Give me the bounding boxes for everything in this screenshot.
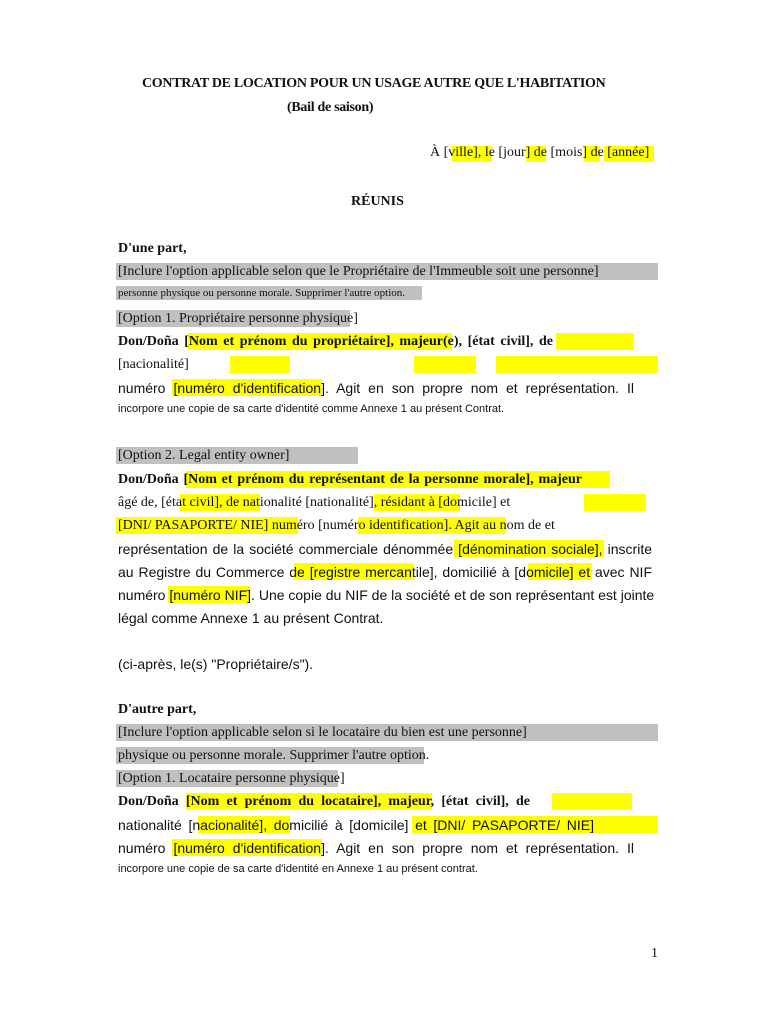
owner-option2-line-4: représentation de la société commerciale dénommée [dénomination sociale], inscrite	[118, 541, 652, 557]
contract-subtitle: (Bail de saison)	[287, 100, 374, 115]
tenant-include-line-1: [Inclure l'option applicable selon si le locataire du bien est une personne]	[118, 725, 527, 740]
page-number: 1	[651, 946, 658, 961]
owner-option2-label: [Option 2. Legal entity owner]	[118, 448, 290, 463]
owner-option1-label: [Option 1. Propriétaire personne physique]	[118, 311, 358, 326]
place-date-line: À [ville], le [jour] de [mois] de [année]	[430, 145, 650, 160]
owner-option1-line-4: incorpore une copie de sa carte d'identité comme Annexe 1 au présent Contrat.	[118, 403, 505, 415]
owner-option1-line-3: numéro [numéro d'identification]. Agit en son propre nom et représentation. Il	[118, 380, 634, 396]
tenant-option1-line-1: Don/Doña [Nom et prénom du locataire], majeur, [état civil], de	[118, 794, 530, 809]
owner-option2-line-5: au Registre du Commerce de [registre mercantile], domicilié à [domicile] et avec NIF	[118, 564, 652, 580]
owner-include-line-2: personne physique ou personne morale. Supprimer l'autre option.	[118, 287, 405, 299]
owner-option2-line-2: âgé de, [état civil], de nationalité [nationalité], résidant à [domicile] et	[118, 495, 511, 510]
owner-option2-line-1: Don/Doña [Nom et prénom du représentant de la personne morale], majeur	[118, 472, 582, 487]
owner-option2-line-7: légal comme Annexe 1 au présent Contrat.	[118, 610, 384, 626]
tenant-heading: D'autre part,	[118, 702, 197, 717]
tenant-include-line-2: physique ou personne morale. Supprimer l'autre option.	[118, 748, 430, 763]
tenant-option1-label: [Option 1. Locataire personne physique]	[118, 771, 345, 786]
owner-option1-line-1: Don/Doña [Nom et prénom du propriétaire], majeur(e), [état civil], de	[118, 334, 553, 349]
tenant-option1-line-4: incorpore une copie de sa carte d'identité en Annexe 1 au présent contrat.	[118, 863, 478, 875]
owner-option1-line-2: [nacionalité]	[118, 357, 189, 372]
contract-title: CONTRAT DE LOCATION POUR UN USAGE AUTRE QUE L'HABITATION	[142, 76, 606, 91]
owner-heading: D'une part,	[118, 241, 187, 256]
reunis-heading: RÉUNIS	[351, 194, 404, 209]
tenant-option1-line-2: nationalité [nacionalité], domicilié à [domicile] et [DNI/ PASAPORTE/ NIE]	[118, 817, 594, 833]
tenant-option1-line-3: numéro [numéro d'identification]. Agit en son propre nom et représentation. Il	[118, 840, 634, 856]
owner-include-line-1: [Inclure l'option applicable selon que le Propriétaire de l'Immeuble soit une personne]	[118, 264, 599, 279]
owner-option2-line-3: [DNI/ PASAPORTE/ NIE] numéro [numéro identification]. Agit au nom de et	[118, 518, 555, 533]
owner-hereafter: (ci-après, le(s) "Propriétaire/s").	[118, 656, 314, 672]
owner-option2-line-6: numéro [numéro NIF]. Une copie du NIF de la société et de son représentant est jointe	[118, 587, 655, 603]
